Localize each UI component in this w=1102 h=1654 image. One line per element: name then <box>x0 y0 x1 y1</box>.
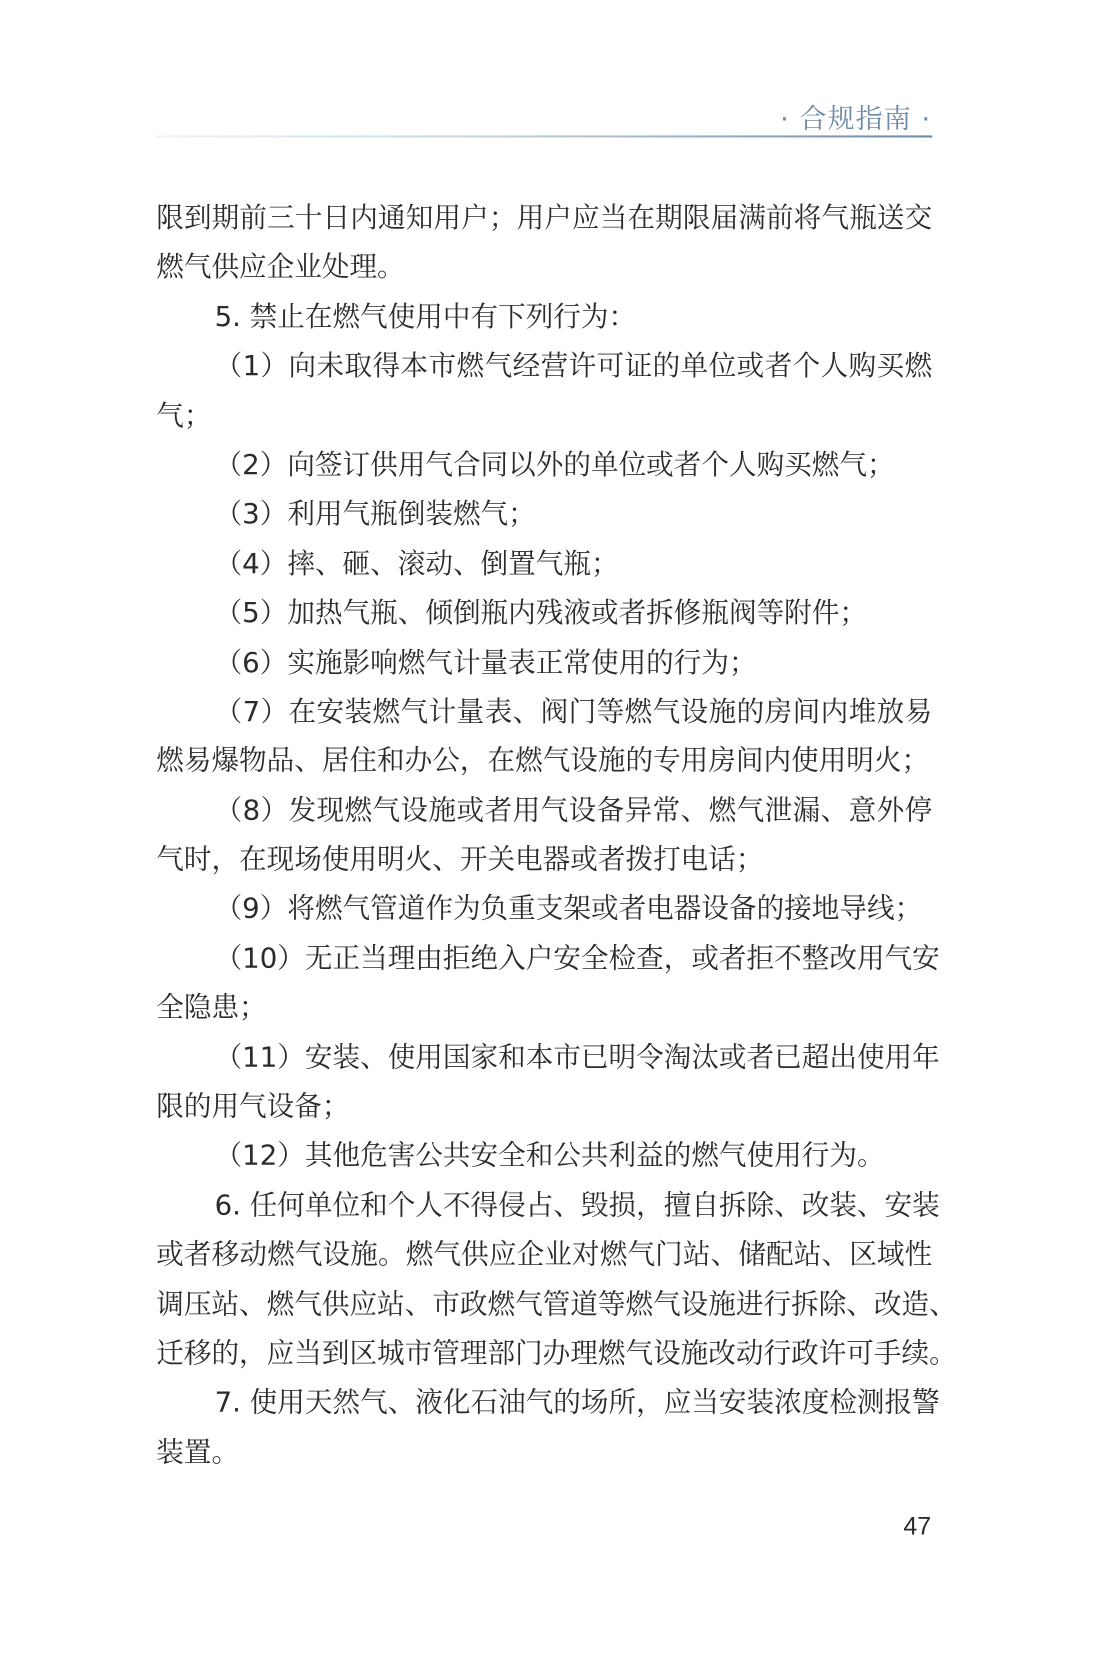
paragraph <box>156 1132 932 1181</box>
paragraph <box>156 934 940 1033</box>
paragraph <box>156 687 932 786</box>
header-rule <box>156 135 932 137</box>
paragraph <box>156 194 932 293</box>
page-number: 47 <box>903 1512 932 1541</box>
paragraph-line: （4）摔、砸、滚动、倒置气瓶； <box>214 547 619 580</box>
paragraph <box>156 441 932 490</box>
paragraph-line: 调压站、燃气供应站、市政燃气管道等燃气设施进行拆除、改造、 <box>156 1288 957 1321</box>
paragraph-line: 燃气供应企业处理。 <box>156 251 405 284</box>
paragraph-line: 装置。 <box>156 1436 240 1469</box>
paragraph-line: 5. 禁止在燃气使用中有下列行为： <box>214 300 637 334</box>
paragraph <box>156 1033 940 1132</box>
paragraph <box>156 539 932 588</box>
body-text <box>156 194 957 1477</box>
paragraph-line: （8）发现燃气设施或者用气设备异常、燃气泄漏、意外停 <box>214 794 933 827</box>
paragraph <box>156 1378 940 1477</box>
paragraph-line: 燃易爆物品、居住和办公，在燃气设施的专用房间内使用明火； <box>156 745 930 778</box>
paragraph-line: 全隐患； <box>156 991 267 1025</box>
paragraph-line: （10）无正当理由拒绝入户安全检查，或者拒不整改用气安 <box>214 942 940 975</box>
paragraph-line: （3）利用气瓶倒装燃气； <box>214 498 536 531</box>
paragraph-line: （2）向签订供用气合同以外的单位或者个人购买燃气； <box>214 448 895 482</box>
paragraph <box>156 342 932 441</box>
paragraph-line: 6. 任何单位和个人不得侵占、毁损，擅自拆除、改装、安装 <box>214 1189 940 1222</box>
paragraph <box>156 786 932 885</box>
paragraph <box>156 589 932 638</box>
paragraph-line: （5）加热气瓶、倾倒瓶内残液或者拆修瓶阀等附件； <box>214 596 868 630</box>
paragraph <box>156 638 932 687</box>
paragraph-line: （12）其他危害公共安全和公共利益的燃气使用行为。 <box>214 1139 885 1173</box>
paragraph-line: （1）向未取得本市燃气经营许可证的单位或者个人购买燃 <box>214 350 933 383</box>
paragraph-line: （11）安装、使用国家和本市已明令淘汰或者已超出使用年 <box>214 1041 940 1074</box>
paragraph <box>156 885 932 934</box>
paragraph <box>156 292 932 341</box>
paragraph-line: （6）实施影响燃气计量表正常使用的行为； <box>214 646 757 679</box>
paragraph-line: 限的用气设备； <box>156 1090 350 1123</box>
running-header-title: · 合规指南 · <box>780 104 932 136</box>
paragraph-line: （9）将燃气管道作为负重支架或者电器设备的接地导线； <box>214 893 923 926</box>
paragraph-line: 7. 使用天然气、液化石油气的场所，应当安装浓度检测报警 <box>214 1386 940 1420</box>
paragraph-line: 或者移动燃气设施。燃气供应企业对燃气门站、储配站、区域性 <box>156 1238 933 1271</box>
paragraph-line: 迁移的，应当到区城市管理部门办理燃气设施改动行政许可手续。 <box>156 1337 957 1370</box>
paragraph-line: 限到期前三十日内通知用户；用户应当在期限届满前将气瓶送交 <box>156 202 933 235</box>
paragraph <box>156 490 932 539</box>
paragraph-line: 气； <box>156 399 212 432</box>
paragraph-line: 气时，在现场使用明火、开关电器或者拨打电话； <box>156 843 764 877</box>
paragraph <box>156 1181 957 1378</box>
paragraph-line: （7）在安装燃气计量表、阀门等燃气设施的房间内堆放易 <box>214 695 933 728</box>
